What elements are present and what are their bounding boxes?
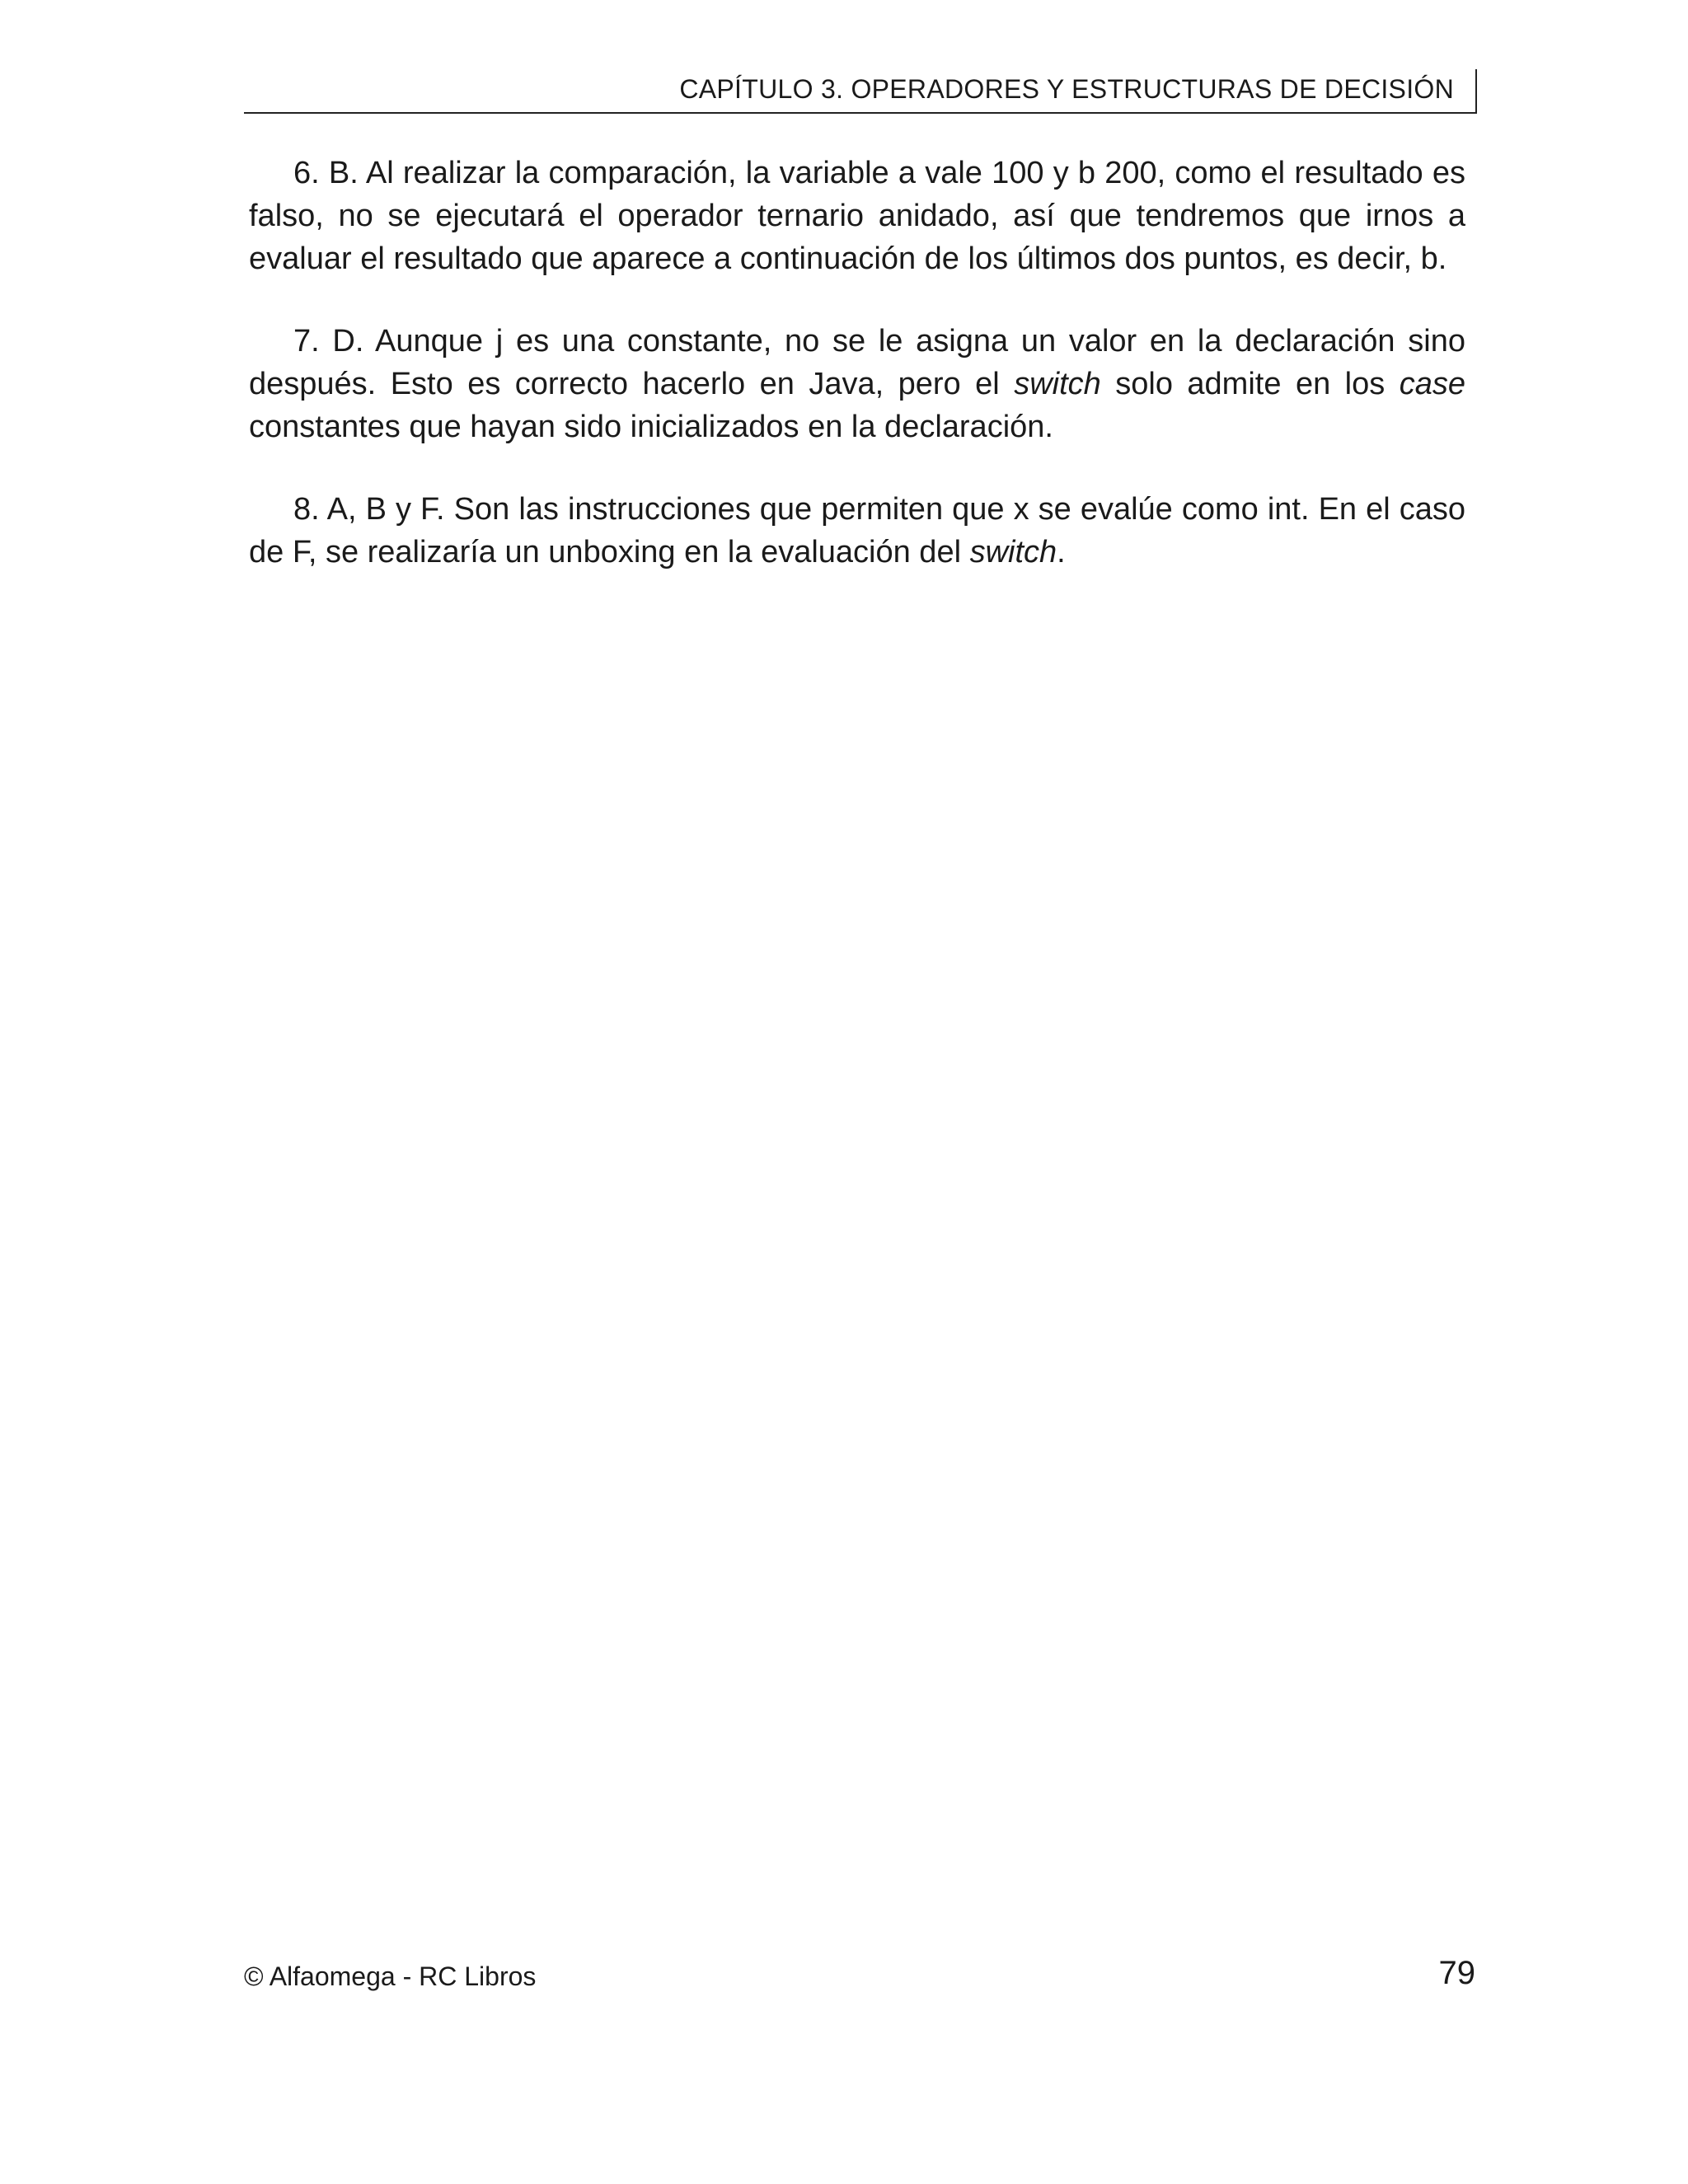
page-body: [249, 152, 1465, 613]
header-rule-tick: [1475, 69, 1477, 112]
answer-8-italic-switch: switch: [969, 535, 1057, 569]
answer-paragraph-7: [249, 320, 1465, 448]
answer-7-italic-switch: switch: [1014, 367, 1101, 401]
answer-7-text-part1: 7. D. Aunque j es una constante, no se le asigna un valor en la declaración sino después. Esto es correcto hacerlo en Java, pero el: [249, 324, 1465, 401]
page-number: 79: [1438, 1955, 1475, 1991]
answer-7-text-part3: constantes que hayan sido inicializados en la declaración.: [249, 410, 1053, 444]
chapter-title: CAPÍTULO 3. OPERADORES Y ESTRUCTURAS DE DECISIÓN: [679, 74, 1454, 104]
running-header: [244, 69, 1477, 114]
answer-7-italic-case: case: [1399, 367, 1465, 401]
answer-paragraph-6: [249, 152, 1465, 280]
answer-8-text-part1: 8. A, B y F. Son las instrucciones que permiten que x se evalúe como int. En el caso de F, se realizaría un unboxing en la evaluación del: [249, 492, 1465, 569]
answer-paragraph-8: [249, 488, 1465, 574]
answer-8-text-part2: .: [1057, 535, 1066, 569]
answer-6-text: 6. B. Al realizar la comparación, la variable a vale 100 y b 200, como el resultado es falso, no se ejecutará el operador ternario anidado, así que tendremos que irnos a evaluar el resultado que aparece a continuación de los últimos dos puntos, es decir, b.: [249, 156, 1465, 276]
answer-7-text-part2: solo admite en los: [1100, 367, 1400, 401]
page-footer: [244, 1955, 1477, 1996]
copyright-notice: © Alfaomega - RC Libros: [244, 1961, 537, 1991]
